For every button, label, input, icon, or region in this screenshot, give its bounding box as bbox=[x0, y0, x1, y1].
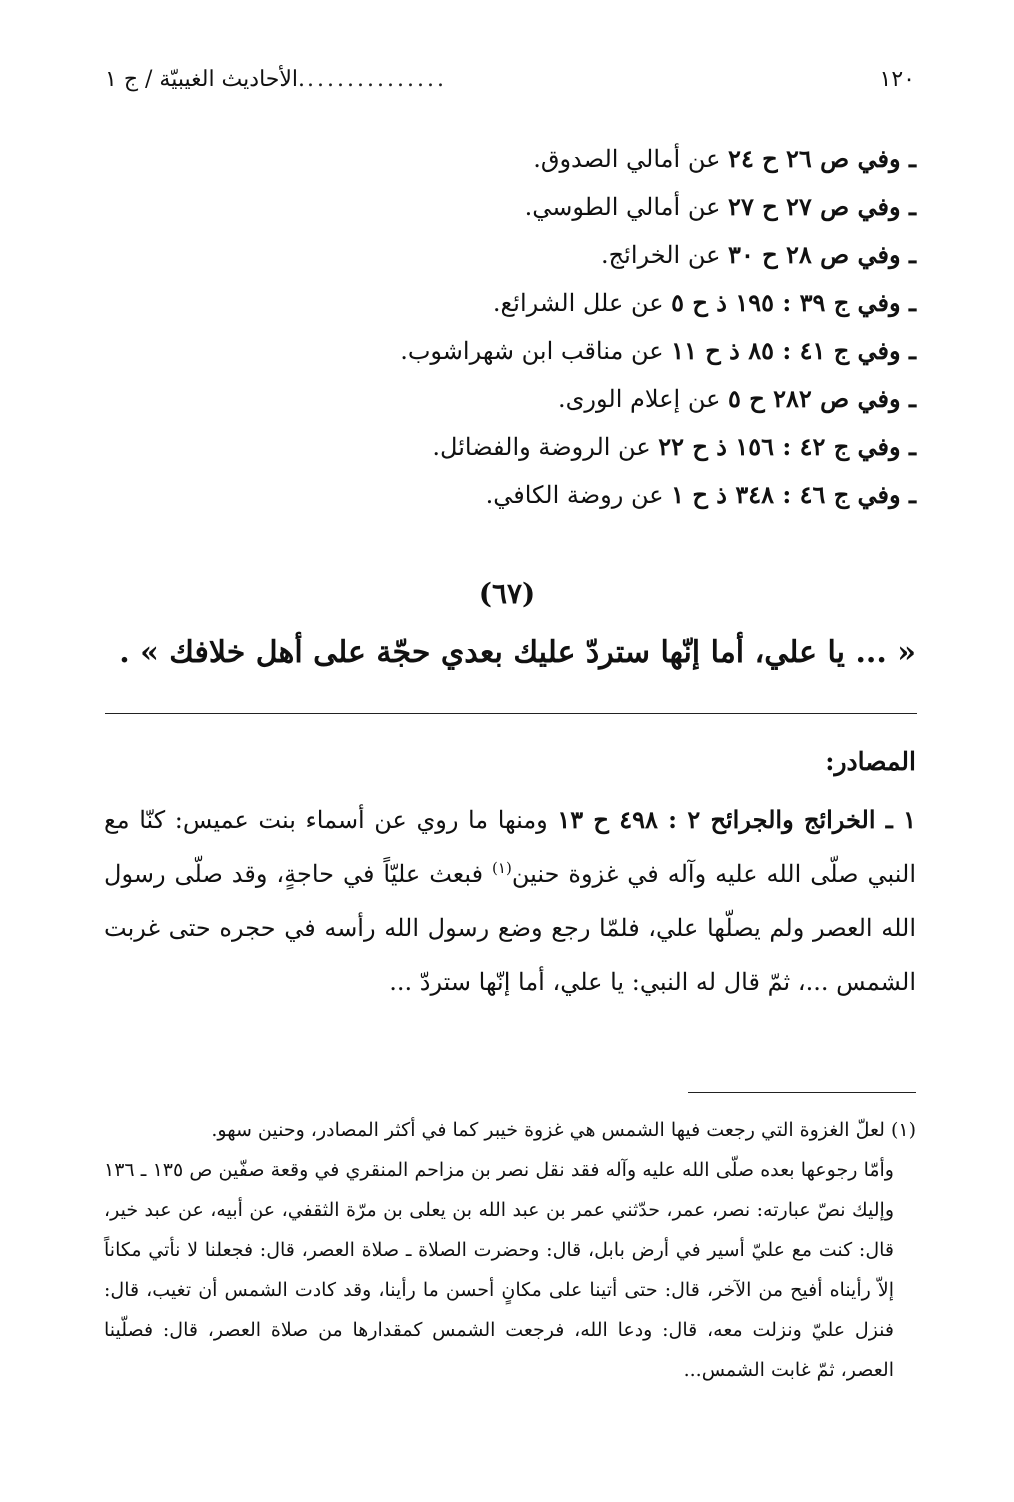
header-leader-dots: .............. bbox=[307, 67, 447, 92]
reference-prefix: ـ وفي ج ٤١ : ٨٥ ذ ح ١١ bbox=[671, 336, 916, 365]
hadith-number: (٦٧) bbox=[478, 577, 536, 610]
reference-prefix: ـ وفي ص ٢٨٢ ح ٥ bbox=[728, 384, 916, 413]
reference-text: عن علل الشرائع. bbox=[492, 289, 672, 317]
footnote bbox=[104, 1110, 916, 1390]
reference-line bbox=[96, 375, 916, 423]
footnote-paragraph: وأمّا رجوعها بعده صلّى الله عليه وآله فقد نقل نصر بن مزاحم المنقري في وقعة صفّين ص ١٣٥ ـ ١٣٦ وإليك نصّ عبارته: نصر، عمر، حدّثني عمر بن عبد الله بن يعلى بن مرّة الثقفي، عن أبيه، عن عبد خير، قال: كنت مع عليّ أسير في أرض بابل، قال: وحضرت الصلاة ـ صلاة العصر، قال: فجعلنا لا نأتي مكاناً إلاّ رأيناه أفيح من الآخر، قال: حتى أتينا على مكانٍ أحسن ما رأينا، وقد كادت الشمس أن تغيب، قال: فنزل عليّ ونزلت معه، قال: ودعا الله، فرجعت الشمس كمقدارها من صلاة العصر، قال: فصلّينا العصر، ثمّ غابت الشمس... bbox=[104, 1159, 894, 1381]
reference-list bbox=[96, 135, 916, 519]
source-item bbox=[104, 793, 916, 1009]
reference-prefix: ـ وفي ص ٢٨ ح ٣٠ bbox=[728, 240, 916, 269]
reference-prefix: ـ وفي ص ٢٧ ح ٢٧ bbox=[728, 192, 916, 221]
reference-line bbox=[96, 183, 916, 231]
footnote-reference: (١) bbox=[492, 859, 512, 877]
reference-prefix: ـ وفي ج ٣٩ : ١٩٥ ذ ح ٥ bbox=[671, 288, 916, 317]
page-header bbox=[105, 58, 915, 92]
source-lead: ١ ـ الخرائج والجرائح ٢ : ٤٩٨ ح ١٣ bbox=[557, 805, 917, 834]
reference-text: عن إعلام الورى. bbox=[558, 385, 729, 413]
sources-heading: المصادر: bbox=[825, 747, 916, 776]
reference-line bbox=[96, 327, 916, 375]
reference-line bbox=[96, 279, 916, 327]
reference-line bbox=[96, 423, 916, 471]
footnote-divider bbox=[688, 1092, 916, 1093]
reference-prefix: ـ وفي ص ٢٦ ح ٢٤ bbox=[728, 144, 916, 173]
reference-line bbox=[96, 471, 916, 519]
reference-prefix: ـ وفي ج ٤٦ : ٣٤٨ ذ ح ١ bbox=[671, 480, 916, 509]
reference-text: عن الخرائج. bbox=[601, 241, 729, 269]
source-text-part2: فبعث عليّاً في حاجةٍ، وقد صلّى رسول الله العصر ولم يصلّها علي، فلمّا رجع وضع رسول الله رأسه في حجره حتى غربت الشمس ...، ثمّ قال له النبي: يا علي، أما إنّها ستردّ ... bbox=[104, 860, 916, 996]
page-number: ١٢٠ bbox=[879, 67, 915, 92]
reference-text: عن روضة الكافي. bbox=[485, 481, 672, 509]
reference-text: عن مناقب ابن شهراشوب. bbox=[400, 337, 672, 365]
footnote-line1: (١) لعلّ الغزوة التي رجعت فيها الشمس هي غزوة خيبر كما في أكثر المصادر، وحنين سهو. bbox=[211, 1119, 916, 1141]
reference-line bbox=[96, 231, 916, 279]
running-title: .الأحاديث الغيبيّة / ج ١ bbox=[105, 67, 306, 92]
reference-line bbox=[96, 135, 916, 183]
reference-text: عن أمالي الطوسي. bbox=[524, 193, 729, 221]
source-text-part1: ومنها ما روي عن أسماء بنت عميس: كنّا مع النبي صلّى الله عليه وآله في غزوة حنين bbox=[104, 806, 916, 888]
reference-text: عن أمالي الصدوق. bbox=[533, 145, 729, 173]
reference-prefix: ـ وفي ج ٤٢ : ١٥٦ ذ ح ٢٢ bbox=[658, 432, 916, 461]
hadith-text: « ... يا علي، أما إنّها ستردّ عليك بعدي حجّة على أهل خلافك » . bbox=[119, 635, 916, 670]
reference-text: عن الروضة والفضائل. bbox=[432, 433, 659, 461]
section-divider bbox=[105, 713, 917, 714]
